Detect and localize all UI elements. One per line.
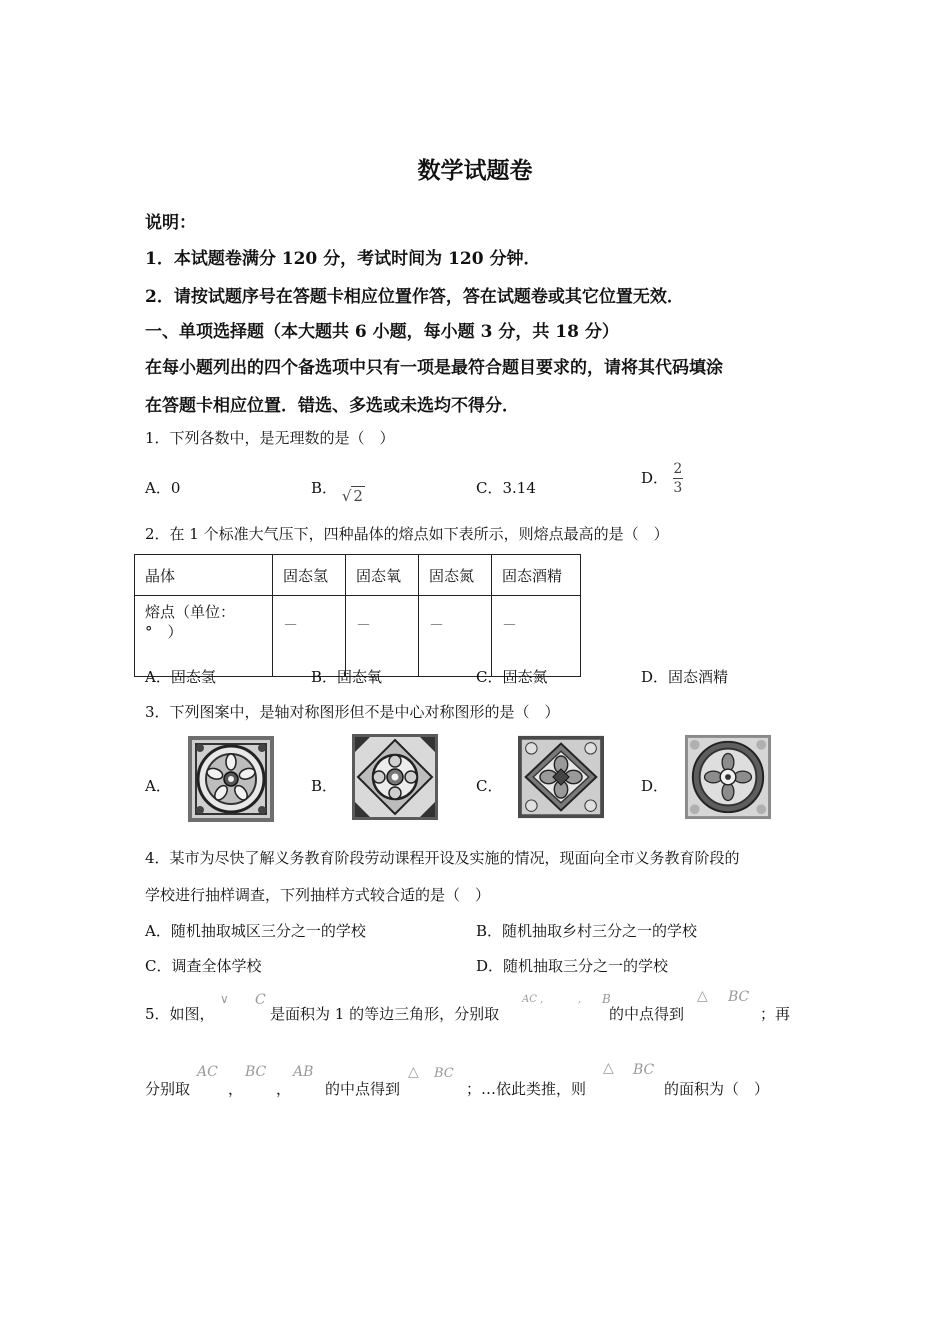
question-2-stem: 2．在 1 个标准大气压下，四种晶体的熔点如下表所示，则熔点最高的是（ ）: [145, 525, 669, 543]
table-cell: －: [346, 596, 419, 677]
row-label-unit: ° ）: [145, 623, 183, 641]
q1-option-b: [311, 477, 365, 505]
notes-heading: 说明：: [145, 213, 196, 233]
question-5-stem: ；再: [760, 1005, 791, 1023]
pattern-c-image: [518, 734, 604, 820]
note-item: 2．请按试题序号在答题卡相应位置作答，答在试题卷或其它位置无效．: [145, 287, 684, 307]
q1-option-d-label: D．: [641, 468, 669, 487]
q1-option-a: A．0: [145, 479, 181, 497]
table-cell: －: [492, 596, 581, 677]
melting-point-table: [134, 554, 581, 677]
question-5-stem: 分别取: [145, 1080, 191, 1098]
question-3-stem: 3．下列图案中，是轴对称图形但不是中心对称图形的是（ ）: [145, 703, 560, 721]
pattern-b-image: [352, 734, 438, 820]
q3-option-b-label: B．: [311, 777, 338, 795]
math-symbol: BC: [728, 989, 750, 1005]
numerator: 2: [673, 461, 683, 477]
row-label: 熔点（单位：: [145, 603, 236, 621]
triangle-symbol: △: [408, 1064, 419, 1080]
punctuation: ，: [276, 1080, 292, 1098]
question-1-stem: 1．下列各数中，是无理数的是（ ）: [145, 429, 395, 447]
question-4-stem-cont: 学校进行抽样调查，下列抽样方式较合适的是（ ）: [145, 886, 491, 904]
note-item: 1．本试题卷满分 120 分，考试时间为 120 分钟．: [145, 249, 541, 269]
question-4-stem: 4．某市为尽快了解义务教育阶段劳动课程开设及实施的情况，现面向全市义务教育阶段的: [145, 849, 740, 867]
math-symbol: ,: [578, 994, 582, 1005]
q2-option-d: D．固态酒精: [641, 668, 729, 686]
punctuation: ，: [228, 1080, 244, 1098]
table-cell: [135, 596, 273, 677]
fraction-bar: [673, 478, 683, 479]
question-5-stem: 5．如图，: [145, 1005, 215, 1023]
math-symbol: BC: [245, 1064, 267, 1080]
q3-option-c-label: C．: [476, 777, 503, 795]
q4-option-b: B．随机抽取乡村三分之一的学校: [476, 922, 698, 940]
math-symbol: ∨: [220, 992, 229, 1006]
q2-option-b: B．固态氧: [311, 668, 383, 686]
section-heading: 一、单项选择题（本大题共 6 小题，每小题 3 分，共 18 分）: [145, 322, 619, 342]
triangle-symbol: △: [697, 988, 708, 1004]
sqrt-symbol: √ 2: [341, 487, 363, 505]
table-cell: －: [419, 596, 492, 677]
q1-option-b-label: B．: [311, 479, 338, 497]
radicand: 2: [353, 487, 363, 505]
pattern-d-image: [685, 734, 771, 820]
table-cell: 固态酒精: [492, 555, 581, 596]
section-instructions: 在每小题列出的四个备选项中只有一项是最符合题目要求的，请将其代码填涂: [145, 358, 723, 378]
section-instructions: 在答题卡相应位置．错选、多选或未选均不得分．: [145, 396, 519, 416]
table-cell: 晶体: [135, 555, 273, 596]
table-row: [135, 555, 581, 596]
table-row: [135, 596, 581, 677]
math-symbol: BC: [633, 1062, 655, 1078]
table-cell: 固态氮: [419, 555, 492, 596]
pattern-a-image: [188, 736, 274, 822]
question-5-stem: 的中点得到: [609, 1005, 685, 1023]
q1-option-c: C．3.14: [476, 479, 536, 497]
denominator: 3: [673, 480, 683, 496]
math-symbol: AB: [293, 1064, 314, 1080]
question-5-stem: 的中点得到: [325, 1080, 401, 1098]
math-symbol: AC ,: [522, 994, 544, 1005]
q3-option-d-label: D．: [641, 777, 669, 795]
math-symbol: AC: [197, 1064, 218, 1080]
math-symbol: BC: [434, 1066, 454, 1081]
q3-option-a-label: A．: [145, 777, 171, 795]
question-5-stem: 是面积为 1 的等边三角形，分别取: [270, 1005, 500, 1023]
q1-option-d: [641, 462, 683, 495]
q4-option-d: D．随机抽取三分之一的学校: [476, 957, 669, 975]
table-cell: 固态氢: [273, 555, 346, 596]
question-5-stem: ；…依此类推，则: [466, 1080, 587, 1098]
math-symbol: C: [255, 992, 266, 1008]
page-title: 数学试题卷: [417, 157, 533, 184]
q4-option-a: A．随机抽取城区三分之一的学校: [145, 922, 366, 940]
q2-option-a: A．固态氢: [145, 668, 216, 686]
table-cell: 固态氧: [346, 555, 419, 596]
table-cell: －: [273, 596, 346, 677]
fraction: [673, 462, 683, 495]
q2-option-c: C．固态氮: [476, 668, 548, 686]
math-symbol: B: [602, 992, 611, 1006]
question-5-stem: 的面积为（ ）: [664, 1080, 770, 1098]
q4-option-c: C．调查全体学校: [145, 957, 262, 975]
triangle-symbol: △: [603, 1060, 614, 1076]
